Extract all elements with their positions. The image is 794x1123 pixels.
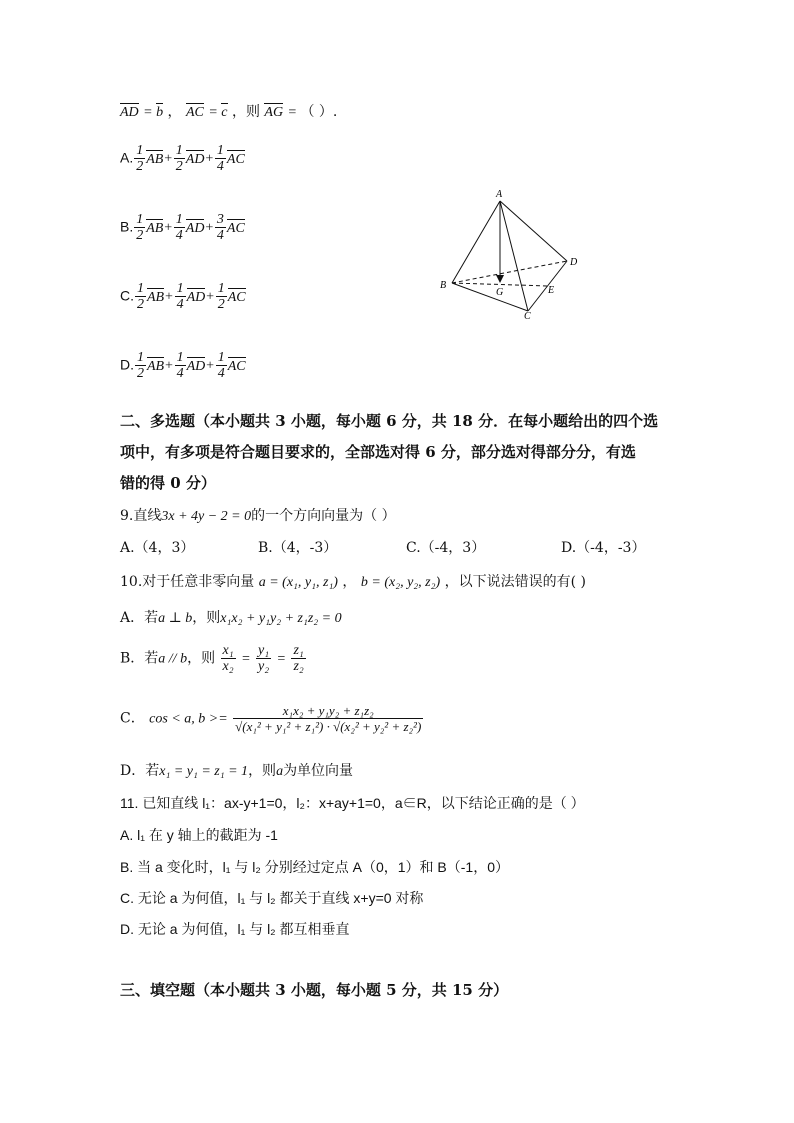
coefficient: $\frac{1}{4}$ (176, 350, 184, 381)
q9-stem (120, 505, 396, 525)
q10-d-tail: 为单位向量 (283, 763, 354, 779)
section2-line1: 二、多选题（本小题共 3 小题，每小题 6 分，共 18 分．在每小题给出的四个选 (120, 412, 659, 430)
coefficient: $\frac{1}{2}$ (137, 281, 144, 312)
vector-term: AD (187, 356, 206, 375)
coefficient: $\frac{1}{2}$ (136, 143, 144, 174)
option-label: A. (120, 149, 134, 166)
q10-c-lhs: cos < a, b >= (149, 711, 228, 727)
q10-c-den1: √(x₁² + y₁² + z₁²) (235, 719, 324, 734)
vector-term: AC (228, 287, 246, 306)
option-label: C. (120, 287, 134, 304)
vec-c: c (221, 102, 227, 121)
label-e: E (548, 285, 555, 296)
label-a: A (496, 189, 503, 200)
q8-stem-tail: （ ）. (300, 104, 338, 120)
q10-b-label: B．若 (120, 650, 159, 667)
q10-option-d: D．若x₁ = y₁ = z₁ = 1，则a为单位向量 (120, 763, 354, 779)
q10-stem: 10.对于任意非零向量 a = (x₁, y₁, z₁) ， b = (x₂, y₂, z₂) ，以下说法错误的有( ) (120, 574, 586, 590)
frac-x: $\frac{\text{x₁}}{\text{x₂}}$ (222, 643, 234, 674)
q10-option-b: B．若a // b，则 $\frac{\text{x₁}}{\text{x₂}}$ = $\frac{\text{y₁}}{\text{y₂}}$ = $\frac{\text{z₁}}{\text{z₂}}$ (120, 643, 304, 674)
q10-a-def: a = (x₁, y₁, z₁) (258, 575, 338, 590)
section3-title: 三、填空题（本小题共 3 小题，每小题 5 分，共 15 分） (120, 981, 509, 999)
edge-be (452, 283, 548, 286)
q11-option-c: C. 无论 a 为何值，l₁ 与 l₂ 都关于直线 x+y=0 对称 (120, 890, 424, 906)
q10-prefix: 10.对于任意非零向量 (120, 574, 255, 590)
q10-d-cond: x₁ = y₁ = z₁ = 1 (159, 764, 249, 779)
q10-c-den2: √(x₂² + y₂² + z₂²) (333, 719, 422, 734)
vector-term: AC (227, 218, 245, 237)
label-b: B (440, 280, 447, 291)
q9-suffix: 的一个方向向量为（ ） (251, 508, 396, 524)
q8-option-b: B. $\frac{1}{2}$ AB+ $\frac{1}{4}$ AD+ $\frac{3}{4}$ AC (120, 212, 245, 243)
q11-option-a: A. l₁ 在 y 轴上的截距为 -1 (120, 827, 278, 843)
coefficient: $\frac{1}{2}$ (136, 212, 144, 243)
frac-y: $\frac{\text{y₁}}{\text{y₂}}$ (257, 643, 270, 674)
q10-c-num: x₁x₂ + y₁y₂ + z₁z₂ (233, 703, 423, 719)
q8-option-c: C. $\frac{1}{2}$ AB+ $\frac{1}{4}$ AD+ $\frac{1}{2}$ AC (120, 281, 246, 312)
edge-ad (500, 201, 567, 261)
vector-term: AB (147, 356, 164, 375)
vector-term: AD (186, 218, 205, 237)
q11-stem: 11. 已知直线 l₁：ax-y+1=0，l₂：x+ay+1=0，a∈R，以下结论正确的是（ ） (120, 795, 585, 811)
q10-option-c (120, 703, 424, 734)
edge-ac (500, 201, 528, 311)
edge-bd (452, 261, 567, 283)
coefficient: $\frac{1}{4}$ (217, 350, 225, 381)
vector-term: AB (146, 218, 163, 237)
coefficient: $\frac{1}{4}$ (216, 143, 224, 174)
vector-term: AC (227, 149, 245, 168)
coefficient: $\frac{1}{4}$ (175, 212, 183, 243)
q11-option-b: B. 当 a 变化时，l₁ 与 l₂ 分别经过定点 A（0，1）和 B（-1，0） (120, 859, 509, 875)
q10-b-then: ，则 (187, 650, 216, 667)
q10-b-def: b = (x₂, y₂, z₂) (360, 575, 441, 590)
q10-c-label: C． (120, 710, 145, 727)
q10-suffix: ，以下说法错误的有( ) (444, 574, 586, 590)
coefficient: $\frac{1}{4}$ (176, 281, 184, 312)
vec-b: b (156, 102, 163, 121)
q10-option-a (120, 607, 342, 627)
label-c: C (524, 311, 531, 320)
coefficient: $\frac{3}{4}$ (216, 212, 224, 243)
q9-equation: 3x + 4y − 2 = 0 (161, 509, 252, 524)
q10-a-expr: x₁x₂ + y₁y₂ + z₁z₂ = 0 (220, 611, 342, 626)
q8-option-d: D. $\frac{1}{2}$ AB+ $\frac{1}{4}$ AD+ $\frac{1}{4}$ AC (120, 350, 246, 381)
vector-term: AD (187, 287, 206, 306)
q10-b-cond: a // b (158, 651, 188, 667)
option-label: D. (120, 356, 134, 373)
label-d: D (570, 257, 578, 268)
vector-term: AB (147, 287, 164, 306)
section2-line2: 项中，有多项是符合题目要求的，全部选对得 6 分，部分选对得部分分，有选 (120, 443, 636, 461)
edge-ab (452, 201, 500, 283)
q10-a-then: ，则 (192, 610, 221, 626)
q11-option-d: D. 无论 a 为何值，l₁ 与 l₂ 都互相垂直 (120, 921, 350, 937)
edge-bc (452, 283, 528, 311)
vector-term: AC (228, 356, 246, 375)
vec-ac: AC (186, 102, 204, 121)
vec-ag: AG (264, 102, 283, 121)
coefficient: $\frac{1}{2}$ (175, 143, 183, 174)
q10-a-label: A．若 (120, 610, 159, 626)
q9-option-c: C.（-4，3） (406, 540, 486, 556)
arrow-head (496, 275, 504, 283)
q10-d-then: ，则 (248, 763, 277, 779)
label-g: G (496, 287, 504, 298)
q9-option-b: B.（4，-3） (258, 540, 338, 556)
vec-ad: AD (120, 102, 139, 121)
q9-prefix: 9.直线 (120, 508, 162, 524)
coefficient: $\frac{1}{2}$ (137, 350, 144, 381)
coefficient: $\frac{1}{2}$ (217, 281, 225, 312)
q10-a-cond: a ⊥ b (158, 611, 193, 626)
q8-stem: AD = b ， AC = c ，则 AG = （ ）. (120, 104, 338, 120)
q9-option-d: D.（-4，-3） (561, 540, 646, 556)
frac-z: $\frac{\text{z₁}}{\text{z₂}}$ (293, 643, 304, 674)
vector-term: AB (146, 149, 163, 168)
section2-line3: 错的得 0 分） (120, 474, 216, 492)
vector-term: AD (186, 149, 205, 168)
q10-c-frac: $\frac{\text{x₁x₂ + y₁y₂ + z₁z₂}}{\text{√(x₁² + y₁² + z₁²) · √(x₂² + y₂² + z₂²)}}$ (235, 703, 422, 734)
q8-option-a: A. $\frac{1}{2}$ AB+ $\frac{1}{2}$ AD+ $\frac{1}{4}$ AC (120, 143, 245, 174)
tetrahedron-figure (430, 185, 600, 320)
q9-option-a: A.（4，3） (120, 540, 195, 556)
option-label: B. (120, 218, 134, 235)
q10-d-label: D．若 (120, 763, 160, 779)
